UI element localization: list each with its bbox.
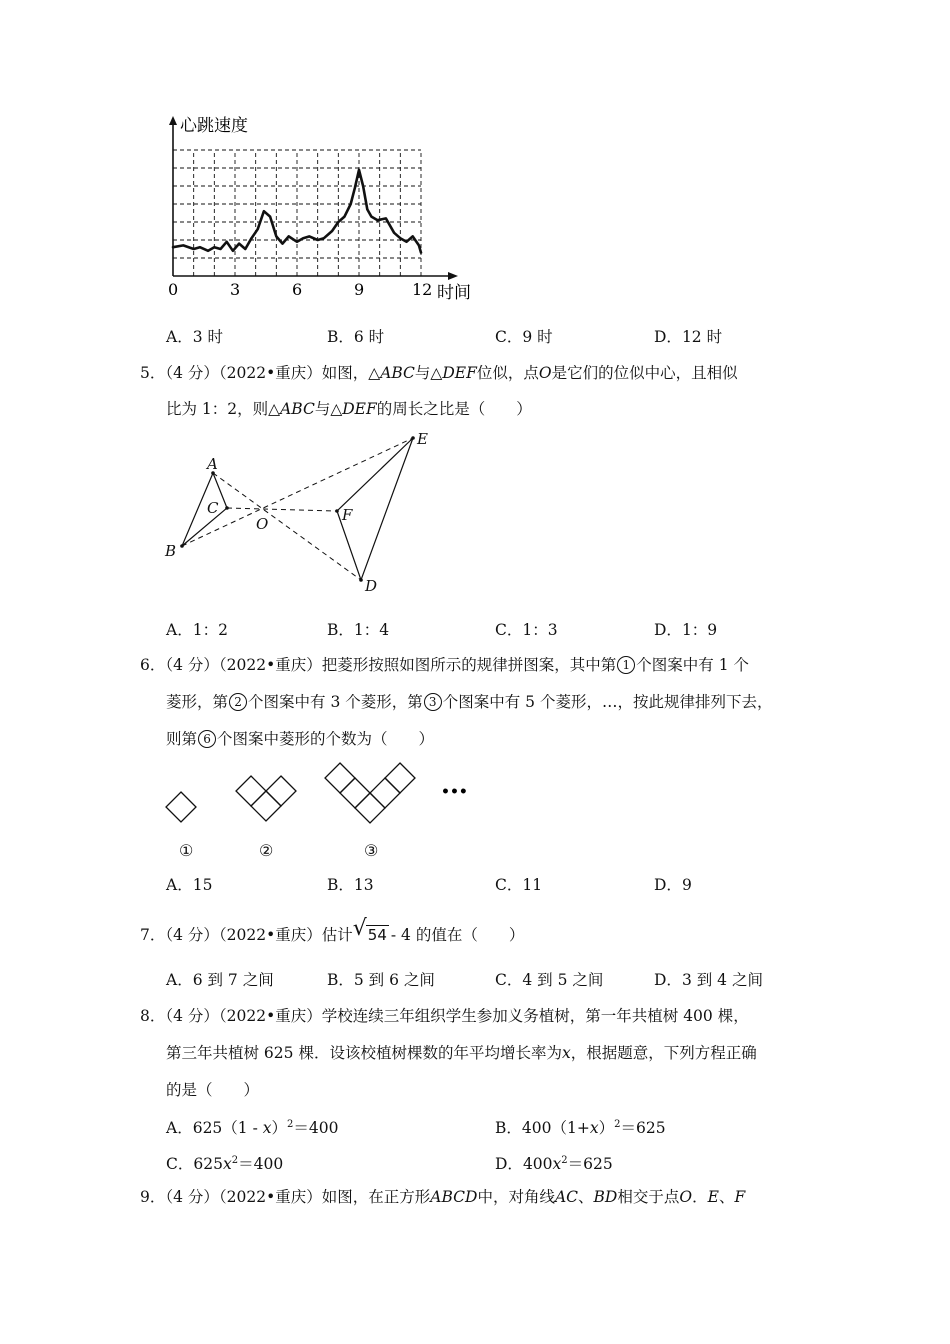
pattern-1-rhombus bbox=[166, 792, 196, 822]
stem-text: 菱形，第 bbox=[166, 693, 229, 711]
question-number: 7． bbox=[140, 926, 166, 944]
chart-axes bbox=[169, 116, 458, 280]
rhombus-pattern-figure bbox=[155, 758, 485, 868]
stem-text: 、 bbox=[718, 1188, 735, 1206]
q7-option-c[interactable] bbox=[495, 970, 603, 990]
question-score: （4 分） bbox=[165, 1188, 219, 1206]
question-number: 5． bbox=[140, 364, 166, 382]
option-text: ＝625 bbox=[567, 1155, 613, 1174]
q4-option-b[interactable] bbox=[327, 327, 384, 347]
chart-grid bbox=[173, 150, 421, 276]
option-text: 1：3 bbox=[522, 621, 558, 639]
label-f: F bbox=[342, 506, 353, 524]
math-var: ABC bbox=[380, 364, 415, 382]
option-text: 9 时 bbox=[522, 328, 553, 346]
pattern-label-2: ② bbox=[259, 841, 274, 860]
circled-number: 2 bbox=[229, 693, 247, 711]
option-text: 12 时 bbox=[681, 328, 723, 346]
option-text: 5 到 6 之间 bbox=[353, 971, 435, 989]
stem-text: 学校连续三年组织学生参加义务植树，第一年共植树 400 棵， bbox=[321, 1007, 749, 1025]
circled-number: 3 bbox=[424, 693, 442, 711]
option-letter: C． bbox=[495, 876, 523, 894]
math-var: ABCD bbox=[430, 1188, 478, 1206]
stem-text: 个图案中有 3 个菱形，第 bbox=[248, 693, 423, 711]
option-text: 11 bbox=[522, 876, 543, 894]
question-number: 9． bbox=[140, 1188, 166, 1206]
q5-stem-line-2 bbox=[166, 399, 532, 419]
option-letter: A． bbox=[166, 876, 193, 894]
stem-text: 把菱形按照如图所示的规律拼图案，其中第 bbox=[321, 656, 617, 674]
option-letter: B． bbox=[327, 876, 354, 894]
exponent: 2 bbox=[231, 1155, 239, 1166]
math-var: x bbox=[262, 1119, 272, 1138]
stem-text: 与△ bbox=[414, 364, 443, 382]
stem-text: 比为 1：2，则△ bbox=[166, 400, 281, 418]
stem-text: 个图案中有 5 个菱形，…，按此规律排列下去， bbox=[442, 693, 773, 711]
math-var: x bbox=[222, 1155, 232, 1174]
triangle-abc bbox=[182, 473, 227, 546]
q9-stem-line-1 bbox=[140, 1187, 745, 1207]
option-letter: D． bbox=[654, 621, 682, 639]
square-root bbox=[352, 916, 389, 945]
stem-text: 估计 bbox=[321, 926, 353, 944]
math-var: ABC bbox=[280, 400, 315, 418]
question-source: （2022•重庆） bbox=[218, 1007, 322, 1025]
math-var: O bbox=[679, 1188, 693, 1206]
q7-stem bbox=[140, 916, 525, 945]
option-letter: D． bbox=[654, 971, 682, 989]
question-score: （4 分） bbox=[165, 926, 219, 944]
q7-option-d[interactable] bbox=[654, 970, 763, 990]
stem-text: 如图，在正方形 bbox=[321, 1188, 431, 1206]
option-letter: B． bbox=[495, 1119, 522, 1138]
math-var: x bbox=[561, 1044, 571, 1062]
radical-sign: √ bbox=[352, 916, 367, 941]
option-letter: B． bbox=[327, 621, 354, 639]
math-var: DEF bbox=[442, 364, 477, 382]
similar-triangles-figure bbox=[155, 425, 445, 600]
ellipsis: ••• bbox=[441, 784, 468, 800]
option-letter: D． bbox=[654, 876, 682, 894]
math-var: DEF bbox=[342, 400, 377, 418]
stem-text: ． bbox=[692, 1188, 708, 1206]
exponent: 2 bbox=[614, 1119, 621, 1130]
option-letter: D． bbox=[654, 328, 682, 346]
math-var: x bbox=[552, 1155, 562, 1174]
heart-rate-chart bbox=[150, 110, 490, 310]
question-number: 6． bbox=[140, 656, 166, 674]
stem-text: 位似，点 bbox=[476, 364, 539, 382]
q5-stem-line-1 bbox=[140, 363, 738, 383]
q8-option-d[interactable] bbox=[495, 1151, 613, 1174]
question-number: 8． bbox=[140, 1007, 166, 1025]
x-tick-label: 6 bbox=[292, 280, 303, 299]
question-score: （4 分） bbox=[165, 1007, 219, 1025]
option-letter: B． bbox=[327, 971, 354, 989]
q6-option-b[interactable] bbox=[327, 875, 374, 895]
option-text: 3 时 bbox=[192, 328, 223, 346]
math-var: x bbox=[589, 1119, 599, 1138]
option-text: 6 到 7 之间 bbox=[192, 971, 274, 989]
option-text: 6 时 bbox=[353, 328, 385, 346]
label-o: O bbox=[256, 515, 269, 533]
option-text: 4 到 5 之间 bbox=[522, 971, 604, 989]
x-tick-labels bbox=[168, 280, 432, 299]
label-c: C bbox=[207, 499, 219, 517]
math-var: BD bbox=[593, 1188, 618, 1206]
option-letter: C． bbox=[495, 621, 523, 639]
q8-stem-line-3 bbox=[166, 1080, 259, 1100]
option-letter: C． bbox=[495, 328, 523, 346]
option-text: ＝400 bbox=[238, 1155, 284, 1174]
stem-text: 的周长之比是（ ） bbox=[376, 400, 532, 418]
stem-text: 与△ bbox=[314, 400, 343, 418]
option-text: 1：4 bbox=[353, 621, 390, 639]
q5-option-a[interactable] bbox=[166, 620, 228, 640]
question-source: （2022•重庆） bbox=[218, 364, 322, 382]
label-d: D bbox=[365, 577, 378, 595]
q8-option-a[interactable] bbox=[166, 1115, 338, 1138]
math-var: O bbox=[538, 364, 552, 382]
x-tick-label: 12 bbox=[412, 280, 433, 299]
option-text: ＝400 bbox=[293, 1119, 339, 1138]
option-text: ） bbox=[271, 1119, 288, 1138]
q4-option-c[interactable] bbox=[495, 327, 553, 347]
option-text: ） bbox=[598, 1119, 615, 1138]
option-letter: B． bbox=[327, 328, 354, 346]
option-letter: A． bbox=[166, 971, 193, 989]
math-var: AC bbox=[554, 1188, 579, 1206]
q6-stem-line-3 bbox=[166, 729, 434, 749]
q5-option-b[interactable] bbox=[327, 620, 389, 640]
q4-option-d[interactable] bbox=[654, 327, 722, 347]
stem-text: 相交于点 bbox=[617, 1188, 680, 1206]
option-letter: C． bbox=[495, 971, 523, 989]
option-text: 3 到 4 之间 bbox=[681, 971, 763, 989]
question-score: （4 分） bbox=[165, 364, 219, 382]
radicand: 54 bbox=[367, 926, 387, 944]
option-letter: A． bbox=[166, 328, 193, 346]
label-e: E bbox=[417, 430, 428, 448]
option-text: 9 bbox=[681, 876, 692, 894]
x-tick-label: 9 bbox=[354, 280, 365, 299]
stem-text: 个图案中有 1 个 bbox=[636, 656, 749, 674]
y-axis-label: 心跳速度 bbox=[180, 116, 248, 136]
q5-option-c[interactable] bbox=[495, 620, 558, 640]
stem-text: 、 bbox=[578, 1188, 594, 1206]
option-letter: C． bbox=[166, 1155, 194, 1174]
q7-option-b[interactable] bbox=[327, 970, 435, 990]
math-var: F bbox=[734, 1188, 746, 1206]
exponent: 2 bbox=[287, 1119, 294, 1130]
option-text: 15 bbox=[192, 876, 213, 894]
stem-text: 则第 bbox=[166, 730, 198, 748]
pattern-2 bbox=[236, 776, 296, 821]
stem-text: 如图，△ bbox=[321, 364, 381, 382]
pattern-label-1: ① bbox=[179, 841, 194, 860]
x-tick-label: 0 bbox=[168, 280, 179, 299]
question-source: （2022•重庆） bbox=[218, 1188, 322, 1206]
option-text: 400（1+ bbox=[521, 1119, 590, 1138]
stem-text: 是它们的位似中心，且相似 bbox=[551, 364, 738, 382]
stem-text: ，根据题意，下列方程正确 bbox=[570, 1044, 757, 1062]
stem-text: 中，对角线 bbox=[477, 1188, 555, 1206]
pattern-label-3: ③ bbox=[364, 841, 379, 860]
q8-option-b[interactable] bbox=[495, 1115, 666, 1138]
option-text: 1：9 bbox=[681, 621, 718, 639]
q6-option-a[interactable] bbox=[166, 875, 212, 895]
stem-text: 个图案中菱形的个数为（ ） bbox=[217, 730, 435, 748]
q6-option-c[interactable] bbox=[495, 875, 542, 895]
question-score: （4 分） bbox=[165, 656, 219, 674]
q7-option-a[interactable] bbox=[166, 970, 274, 990]
label-b: B bbox=[165, 542, 177, 560]
stem-text: 第三年共植树 625 棵．设该校植树棵数的年平均增长率为 bbox=[166, 1044, 562, 1062]
option-text: 400 bbox=[522, 1155, 553, 1174]
option-letter: A． bbox=[166, 621, 193, 639]
option-letter: D． bbox=[495, 1155, 523, 1174]
q8-stem-line-2 bbox=[166, 1043, 757, 1063]
option-text: ＝625 bbox=[620, 1119, 666, 1138]
q4-option-a[interactable] bbox=[166, 327, 223, 347]
pattern-3 bbox=[325, 763, 415, 823]
label-a: A bbox=[207, 455, 218, 473]
option-text: 625（1 - bbox=[192, 1119, 263, 1138]
q6-option-d[interactable] bbox=[654, 875, 692, 895]
q6-stem-line-1 bbox=[140, 655, 749, 675]
circled-number: 6 bbox=[198, 730, 216, 748]
stem-text: 的是（ ） bbox=[166, 1081, 260, 1099]
option-letter: A． bbox=[166, 1119, 193, 1138]
x-axis-label: 时间 bbox=[437, 283, 471, 303]
question-source: （2022•重庆） bbox=[218, 656, 322, 674]
circled-number: 1 bbox=[617, 656, 635, 674]
math-var: E bbox=[707, 1188, 719, 1206]
q8-option-c[interactable] bbox=[166, 1151, 283, 1174]
q6-stem-line-2 bbox=[166, 692, 772, 712]
exponent: 2 bbox=[561, 1155, 568, 1166]
option-text: 13 bbox=[353, 876, 374, 894]
option-text: 1：2 bbox=[192, 621, 228, 639]
q5-option-d[interactable] bbox=[654, 620, 717, 640]
question-source: （2022•重庆） bbox=[218, 926, 322, 944]
option-text: 625 bbox=[193, 1155, 223, 1174]
x-tick-label: 3 bbox=[230, 280, 241, 299]
stem-text: - 4 的值在（ ） bbox=[390, 926, 525, 944]
q8-stem-line-1 bbox=[140, 1006, 749, 1026]
